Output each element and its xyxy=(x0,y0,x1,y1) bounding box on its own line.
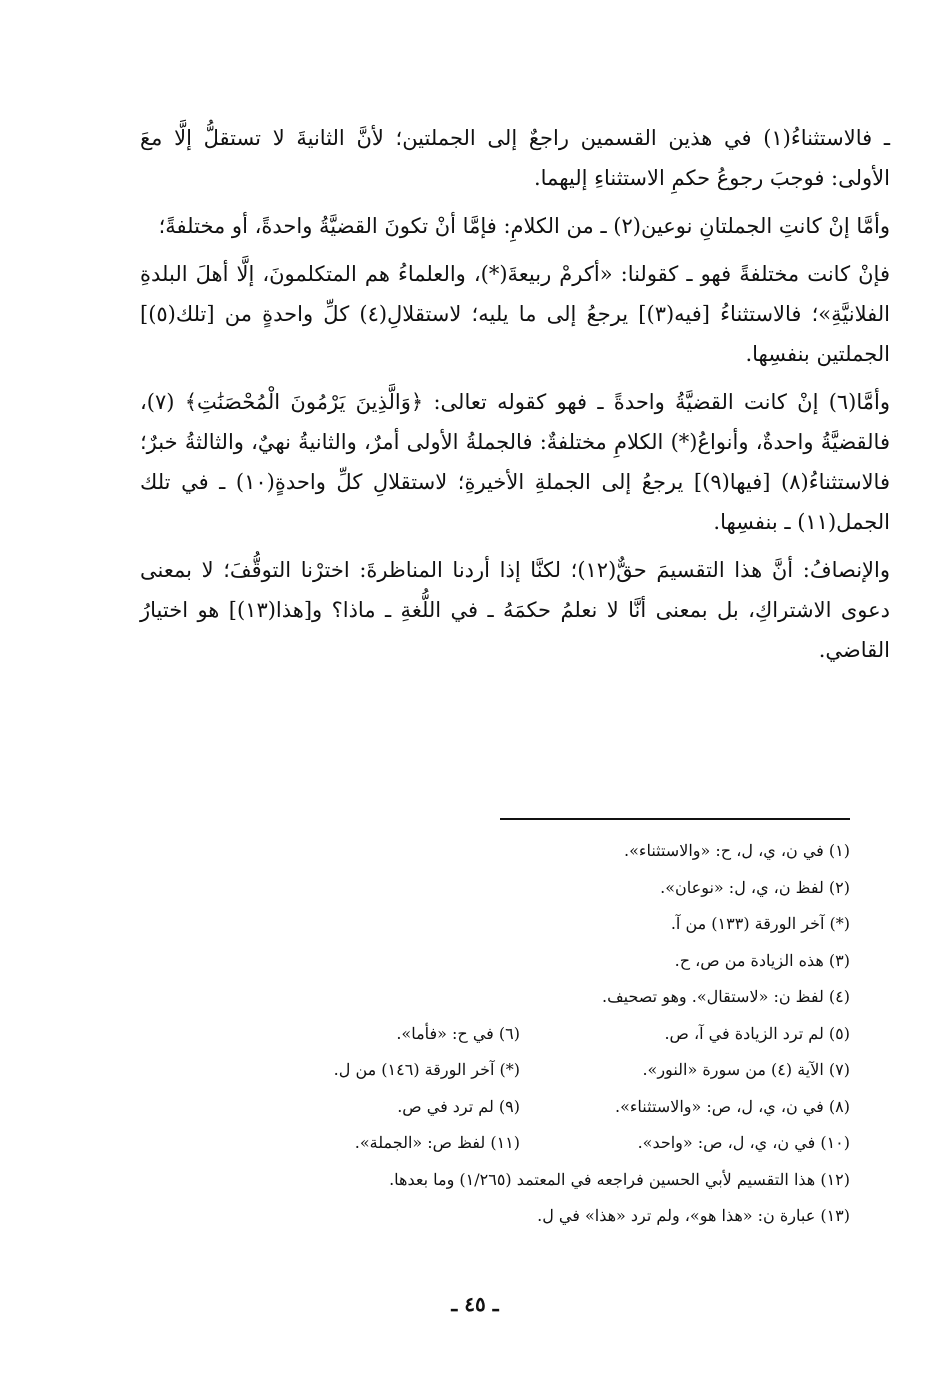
footnote-6: (٦) في ح: «فأما». xyxy=(396,1023,520,1043)
footnote-4: (٤) لفظ ن: «لاستقال». وهو تصحيف. xyxy=(602,987,850,1006)
footnote-divider xyxy=(500,818,850,820)
footnote-12: (١٢) هذا التقسيم لأبي الحسين فراجعه في المعتمد (١/٢٦٥) وما بعدها. xyxy=(389,1169,850,1189)
footnote-11: (١١) لفظ ص: «الجملة». xyxy=(354,1133,520,1152)
footnote-row-5-6 xyxy=(140,1021,850,1047)
footnote-13: (١٣) عبارة ن: «هذا هو»، ولم ترد «هذا» في ل. xyxy=(537,1206,850,1225)
footnote-7: (٧) الآية (٤) من سورة «النور». xyxy=(642,1060,850,1079)
footnote-row-7-star xyxy=(140,1057,850,1083)
footnote-folio-a133: (*) آخر الورقة (١٣٣) من آ. xyxy=(670,914,850,933)
main-text xyxy=(140,118,890,678)
page-number: ـ ٤٥ ـ xyxy=(451,1292,499,1316)
paragraph-5: والإنصافُ: أنَّ هذا التقسيمَ حقٌّ(١٢)؛ لكنَّا إذا أردنا المناظرةَ: اخترْنا التوقُّفَ؛ لا بمعنى دعوى الاشتراكِ، بل بمعنى أنَّا لا نعلمُ حكمَهُ ـ في اللُّغةِ ـ ماذا؟ و[هذا(١٣)] هو اختيارُ القاضي. xyxy=(140,558,890,662)
paragraph-1: ـ فالاستثناءُ(١) في هذين القسمين راجعٌ إلى الجملتين؛ لأنَّ الثانيةَ لا تستقلُّ إلَّا معَ الأولى: فوجبَ رجوعُ حكمِ الاستثناءِ إليهما. xyxy=(140,126,890,190)
footnote-2: (٢) لفظ ن، ي، ل: «نوعان». xyxy=(660,877,850,897)
footnote-10: (١٠) في ن، ي، ل، ص: «واحد». xyxy=(637,1133,850,1152)
footnote-9: (٩) لم ترد في ص. xyxy=(397,1096,520,1116)
paragraph-2: وأمَّا إنْ كانتِ الجملتانِ نوعين(٢) ـ من الكلامِ: فإمَّا أنْ تكونَ القضيَّةُ واحدةً، أو مختلفةً؛ xyxy=(158,214,890,238)
footnote-1: (١) في ن، ي، ل، ح: «والاستثناء». xyxy=(624,841,850,860)
footnote-5: (٥) لم ترد الزيادة في آ، ص. xyxy=(664,1023,850,1043)
paragraph-3: فإنْ كانت مختلفةً فهو ـ كقولنا: «أكرمْ ربيعةَ(*)، والعلماءُ هم المتكلمونَ، إلَّا أهلَ البلدةِ الفلانيَّةِ»؛ فالاستثناءُ [فيه(٣)] يرجعُ إلى ما يليه؛ لاستقلالِ(٤) كلِّ واحدةٍ من [تلك(٥)] الجملتين بنفسِها. xyxy=(140,262,890,366)
paragraph-4: وأمَّا(٦) إنْ كانت القضيَّةُ واحدةً ـ فهو كقوله تعالى: ﴿وَالَّذِينَ يَرْمُونَ الْمُحْصَنَٰتِ﴾ (٧)، فالقضيَّةُ واحدةٌ، وأنواعُ(*) الكلامِ مختلفةٌ: فالجملةُ الأولى أمرٌ، والثانيةُ نهيٌ، والثالثةُ خبرٌ؛ فالاستثناءُ(٨) [فيها(٩)] يرجعُ إلى الجملةِ الأخيرةِ؛ لاستقلالِ كلِّ واحدةٍ(١٠) ـ في تلك الجمل(١١) ـ بنفسِها. xyxy=(140,390,890,534)
footnote-row-8-9 xyxy=(140,1094,850,1120)
footnote-8: (٨) في ن، ي، ل، ص: «والاستثناء». xyxy=(615,1096,850,1116)
footnote-row-10-11 xyxy=(140,1130,850,1156)
footnote-folio-l146: (*) آخر الورقة (١٤٦) من ل. xyxy=(333,1060,520,1079)
footnotes xyxy=(140,838,850,1240)
footnote-3: (٣) هذه الزيادة من ص، ح. xyxy=(674,950,850,970)
